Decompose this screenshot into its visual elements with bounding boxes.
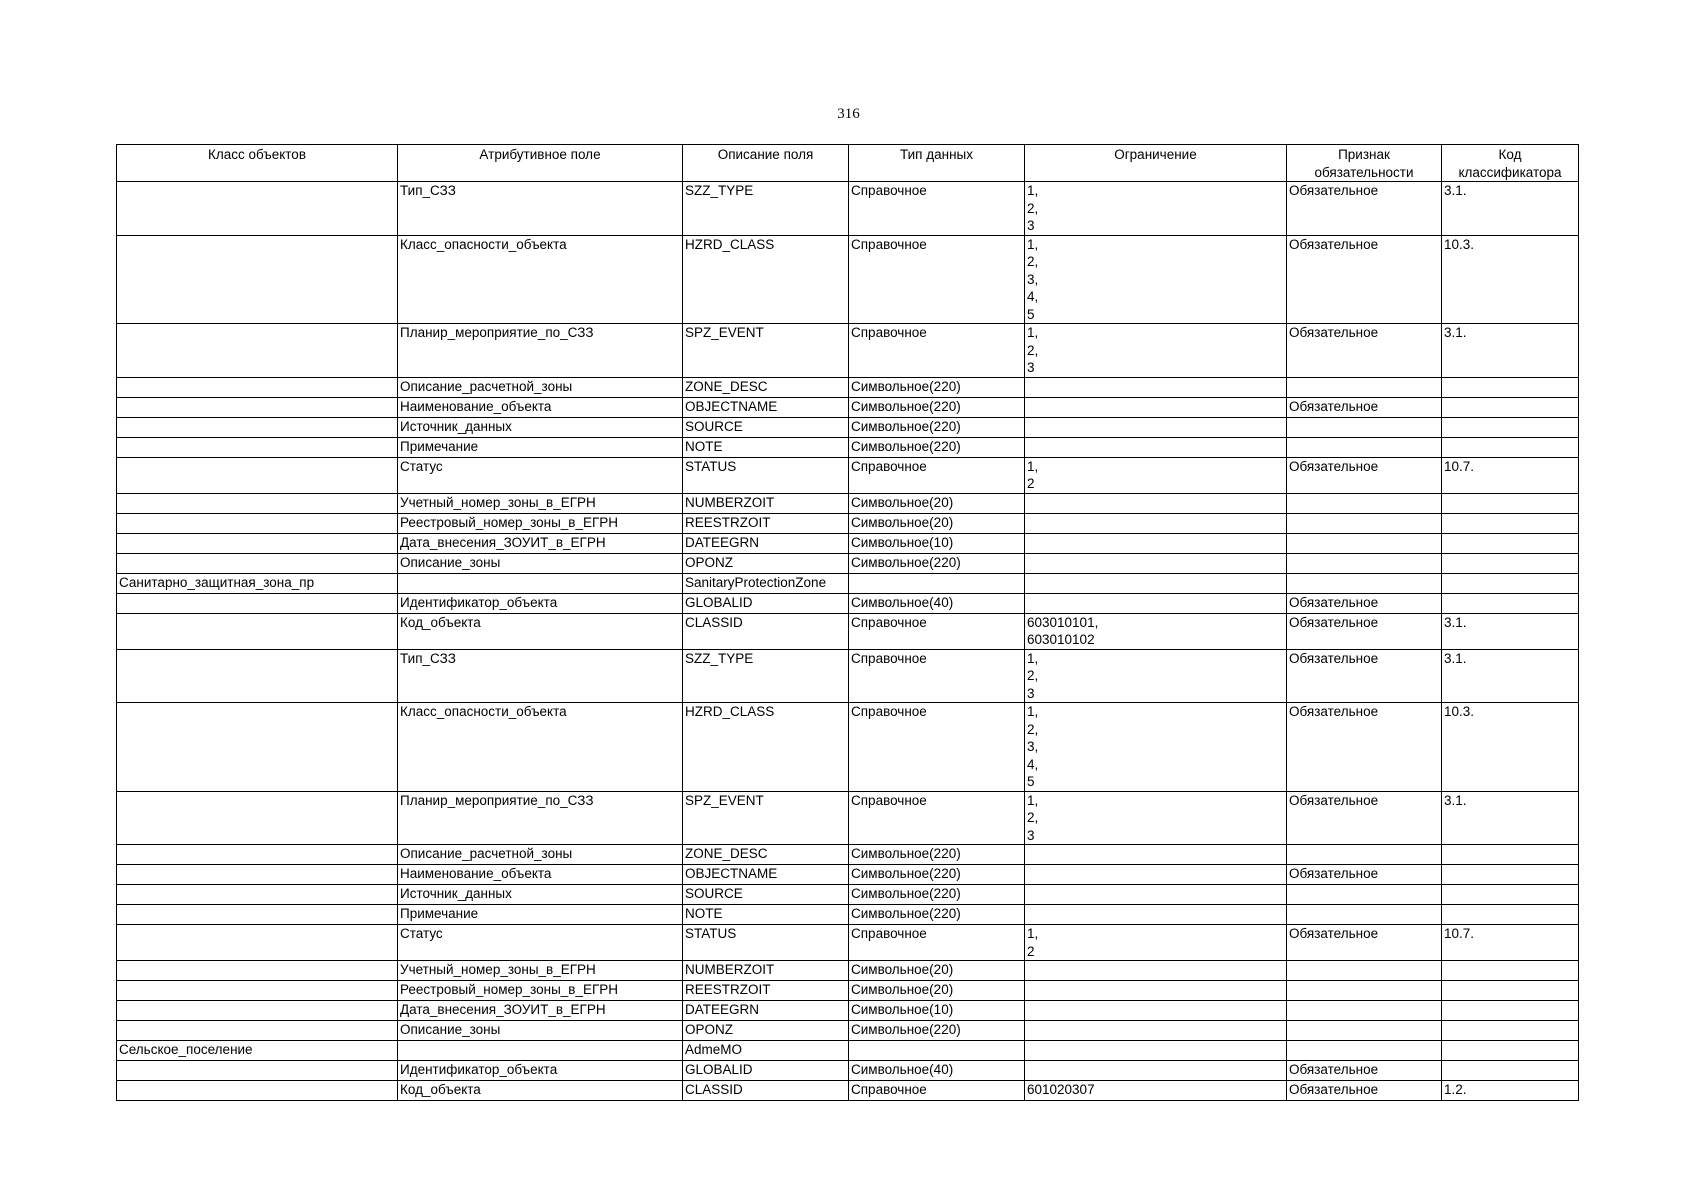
attribute-field-cell: Реестровый_номер_зоны_в_ЕГРН (398, 981, 683, 1001)
field-description-cell: NOTE (683, 437, 849, 457)
data-type-cell: Справочное (849, 324, 1025, 378)
classifier-code-cell (1442, 1061, 1579, 1081)
table-row (117, 791, 1579, 845)
field-description-cell: SZZ_TYPE (683, 182, 849, 236)
mandatory-flag-cell: Обязательное (1287, 1061, 1442, 1081)
attribute-field-cell: Наименование_объекта (398, 397, 683, 417)
classifier-code-cell (1442, 981, 1579, 1001)
attribute-field-cell: Планир_мероприятие_по_СЗЗ (398, 791, 683, 845)
restriction-cell (1025, 845, 1287, 865)
mandatory-flag-cell (1287, 533, 1442, 553)
data-type-cell: Символьное(10) (849, 1001, 1025, 1021)
object-class-cell (117, 1021, 398, 1041)
page-number: 316 (837, 106, 860, 122)
restriction-cell (1025, 377, 1287, 397)
restriction-cell (1025, 1041, 1287, 1061)
restriction-cell (1025, 397, 1287, 417)
attribute-field-cell: Источник_данных (398, 417, 683, 437)
data-type-cell: Справочное (849, 182, 1025, 236)
mandatory-flag-cell (1287, 493, 1442, 513)
field-description-cell: STATUS (683, 457, 849, 493)
restriction-cell (1025, 961, 1287, 981)
classifier-code-cell (1442, 553, 1579, 573)
mandatory-flag-cell (1287, 905, 1442, 925)
attribute-field-cell: Реестровый_номер_зоны_в_ЕГРН (398, 513, 683, 533)
data-type-cell: Символьное(220) (849, 377, 1025, 397)
table-row (117, 1041, 1579, 1061)
classifier-code-cell: 10.3. (1442, 703, 1579, 792)
restriction-cell: 1, 2, 3 (1025, 649, 1287, 703)
attribute-field-cell: Класс_опасности_объекта (398, 703, 683, 792)
table-row (117, 649, 1579, 703)
mandatory-flag-cell (1287, 845, 1442, 865)
field-description-cell: AdmeMO (683, 1041, 849, 1061)
mandatory-flag-cell (1287, 377, 1442, 397)
mandatory-flag-cell: Обязательное (1287, 613, 1442, 649)
table-row (117, 573, 1579, 593)
data-type-cell: Символьное(20) (849, 981, 1025, 1001)
object-class-cell (117, 981, 398, 1001)
restriction-cell (1025, 905, 1287, 925)
data-type-cell: Символьное(20) (849, 513, 1025, 533)
mandatory-flag-cell: Обязательное (1287, 324, 1442, 378)
field-description-cell: DATEEGRN (683, 533, 849, 553)
object-class-cell (117, 437, 398, 457)
table-row (117, 613, 1579, 649)
object-class-cell (117, 457, 398, 493)
mandatory-flag-cell (1287, 417, 1442, 437)
mandatory-flag-cell: Обязательное (1287, 457, 1442, 493)
restriction-cell: 1, 2, 3, 4, 5 (1025, 235, 1287, 324)
field-description-cell: REESTRZOIT (683, 513, 849, 533)
mandatory-flag-cell (1287, 553, 1442, 573)
data-type-cell: Символьное(10) (849, 533, 1025, 553)
classifier-code-cell (1442, 513, 1579, 533)
field-description-cell: NUMBERZOIT (683, 961, 849, 981)
restriction-cell (1025, 1021, 1287, 1041)
object-class-cell (117, 613, 398, 649)
table-row (117, 1081, 1579, 1101)
data-type-cell: Справочное (849, 235, 1025, 324)
restriction-cell (1025, 1001, 1287, 1021)
table-row (117, 513, 1579, 533)
data-type-cell: Символьное(220) (849, 417, 1025, 437)
data-type-cell: Справочное (849, 1081, 1025, 1101)
object-class-cell (117, 553, 398, 573)
header-attribute-field: Атрибутивное поле (398, 145, 683, 182)
restriction-cell: 1, 2, 3, 4, 5 (1025, 703, 1287, 792)
data-type-cell: Символьное(220) (849, 845, 1025, 865)
table-row (117, 1001, 1579, 1021)
object-class-cell (117, 397, 398, 417)
object-class-cell (117, 593, 398, 613)
attribute-field-cell: Класс_опасности_объекта (398, 235, 683, 324)
field-description-cell: CLASSID (683, 613, 849, 649)
classifier-code-cell (1442, 573, 1579, 593)
table-row (117, 1061, 1579, 1081)
classifier-code-cell (1442, 397, 1579, 417)
attribute-field-cell (398, 573, 683, 593)
mandatory-flag-cell (1287, 1001, 1442, 1021)
table-row (117, 235, 1579, 324)
mandatory-flag-cell (1287, 1041, 1442, 1061)
restriction-cell: 1, 2 (1025, 925, 1287, 961)
attribute-field-cell (398, 1041, 683, 1061)
table-row (117, 1021, 1579, 1041)
attribute-field-cell: Идентификатор_объекта (398, 1061, 683, 1081)
mandatory-flag-cell (1287, 513, 1442, 533)
classifier-code-cell (1442, 1001, 1579, 1021)
attribute-field-cell: Код_объекта (398, 613, 683, 649)
field-description-cell: SZZ_TYPE (683, 649, 849, 703)
data-type-cell: Символьное(220) (849, 553, 1025, 573)
field-description-cell: SOURCE (683, 417, 849, 437)
classifier-code-cell (1442, 1021, 1579, 1041)
table-row (117, 533, 1579, 553)
field-description-cell: HZRD_CLASS (683, 235, 849, 324)
field-description-cell: GLOBALID (683, 1061, 849, 1081)
data-type-cell: Символьное(40) (849, 1061, 1025, 1081)
table-row (117, 553, 1579, 573)
header-mandatory-flag: Признак обязательности (1287, 145, 1442, 182)
classifier-code-cell: 1.2. (1442, 1081, 1579, 1101)
mandatory-flag-cell (1287, 437, 1442, 457)
classifier-code-cell (1442, 885, 1579, 905)
object-class-cell (117, 885, 398, 905)
data-type-cell: Справочное (849, 457, 1025, 493)
header-object-class: Класс объектов (117, 145, 398, 182)
attribute-field-cell: Идентификатор_объекта (398, 593, 683, 613)
field-description-cell: DATEEGRN (683, 1001, 849, 1021)
restriction-cell: 1, 2, 3 (1025, 791, 1287, 845)
attribute-field-cell: Описание_расчетной_зоны (398, 377, 683, 397)
restriction-cell (1025, 417, 1287, 437)
table-row (117, 961, 1579, 981)
mandatory-flag-cell: Обязательное (1287, 182, 1442, 236)
object-class-cell (117, 865, 398, 885)
object-class-cell (117, 961, 398, 981)
header-field-description: Описание поля (683, 145, 849, 182)
mandatory-flag-cell (1287, 885, 1442, 905)
attribute-field-cell: Примечание (398, 905, 683, 925)
classifier-code-cell (1442, 905, 1579, 925)
classifier-code-cell (1442, 593, 1579, 613)
field-description-cell: NOTE (683, 905, 849, 925)
field-description-cell: SanitaryProtectionZone (683, 573, 849, 593)
data-type-cell: Символьное(220) (849, 397, 1025, 417)
classifier-code-cell: 3.1. (1442, 613, 1579, 649)
table-row (117, 493, 1579, 513)
table-row (117, 377, 1579, 397)
table-row (117, 457, 1579, 493)
mandatory-flag-cell: Обязательное (1287, 791, 1442, 845)
object-class-cell (117, 513, 398, 533)
attribute-field-cell: Дата_внесения_ЗОУИТ_в_ЕГРН (398, 533, 683, 553)
field-description-cell: OBJECTNAME (683, 865, 849, 885)
attribute-field-cell: Статус (398, 457, 683, 493)
mandatory-flag-cell: Обязательное (1287, 1081, 1442, 1101)
object-class-cell (117, 925, 398, 961)
classifier-code-cell (1442, 437, 1579, 457)
attribute-field-cell: Дата_внесения_ЗОУИТ_в_ЕГРН (398, 1001, 683, 1021)
mandatory-flag-cell (1287, 573, 1442, 593)
mandatory-flag-cell: Обязательное (1287, 703, 1442, 792)
field-description-cell: OPONZ (683, 1021, 849, 1041)
field-description-cell: NUMBERZOIT (683, 493, 849, 513)
object-class-cell (117, 533, 398, 553)
data-type-cell (849, 573, 1025, 593)
data-type-cell: Справочное (849, 703, 1025, 792)
table-row (117, 324, 1579, 378)
attribute-field-cell: Описание_расчетной_зоны (398, 845, 683, 865)
attribute-field-cell: Наименование_объекта (398, 865, 683, 885)
table-row (117, 182, 1579, 236)
restriction-cell: 603010101, 603010102 (1025, 613, 1287, 649)
restriction-cell: 1, 2 (1025, 457, 1287, 493)
restriction-cell (1025, 437, 1287, 457)
attribute-field-cell: Статус (398, 925, 683, 961)
restriction-cell (1025, 573, 1287, 593)
classifier-code-cell: 3.1. (1442, 324, 1579, 378)
table-row (117, 593, 1579, 613)
header-data-type: Тип данных (849, 145, 1025, 182)
object-class-cell (117, 649, 398, 703)
object-class-cell: Санитарно_защитная_зона_пр (117, 573, 398, 593)
table-row (117, 397, 1579, 417)
object-class-cell (117, 845, 398, 865)
object-class-cell (117, 905, 398, 925)
mandatory-flag-cell: Обязательное (1287, 397, 1442, 417)
restriction-cell (1025, 865, 1287, 885)
field-description-cell: SPZ_EVENT (683, 324, 849, 378)
object-class-cell (117, 1001, 398, 1021)
restriction-cell (1025, 981, 1287, 1001)
object-class-cell (117, 791, 398, 845)
classifier-code-cell (1442, 493, 1579, 513)
field-description-cell: GLOBALID (683, 593, 849, 613)
table-row (117, 437, 1579, 457)
object-class-cell (117, 377, 398, 397)
header-restriction: Ограничение (1025, 145, 1287, 182)
header-classifier-code: Код классификатора (1442, 145, 1579, 182)
attribute-field-cell: Источник_данных (398, 885, 683, 905)
mandatory-flag-cell: Обязательное (1287, 925, 1442, 961)
restriction-cell (1025, 533, 1287, 553)
data-type-cell: Символьное(220) (849, 885, 1025, 905)
object-class-cell (117, 703, 398, 792)
table-body (117, 182, 1579, 1101)
field-description-cell: HZRD_CLASS (683, 703, 849, 792)
classifier-code-cell: 3.1. (1442, 649, 1579, 703)
field-description-cell: ZONE_DESC (683, 845, 849, 865)
object-class-cell (117, 182, 398, 236)
mandatory-flag-cell: Обязательное (1287, 649, 1442, 703)
mandatory-flag-cell (1287, 981, 1442, 1001)
restriction-cell (1025, 1061, 1287, 1081)
object-class-cell (117, 493, 398, 513)
table-row (117, 865, 1579, 885)
data-type-cell: Справочное (849, 613, 1025, 649)
classifier-code-cell: 10.7. (1442, 457, 1579, 493)
data-type-cell: Символьное(20) (849, 961, 1025, 981)
attribute-field-cell: Тип_СЗЗ (398, 649, 683, 703)
classifier-code-cell: 10.7. (1442, 925, 1579, 961)
restriction-cell: 601020307 (1025, 1081, 1287, 1101)
field-description-cell: OPONZ (683, 553, 849, 573)
attribute-field-cell: Код_объекта (398, 1081, 683, 1101)
data-type-cell: Символьное(220) (849, 1021, 1025, 1041)
classifier-code-cell (1442, 845, 1579, 865)
attribute-field-cell: Планир_мероприятие_по_СЗЗ (398, 324, 683, 378)
mandatory-flag-cell: Обязательное (1287, 235, 1442, 324)
data-type-cell: Символьное(20) (849, 493, 1025, 513)
table-row (117, 905, 1579, 925)
classifier-code-cell: 3.1. (1442, 182, 1579, 236)
object-class-cell (117, 1061, 398, 1081)
data-type-cell: Справочное (849, 649, 1025, 703)
field-description-cell: SPZ_EVENT (683, 791, 849, 845)
classifier-code-cell: 3.1. (1442, 791, 1579, 845)
table-header-row (117, 145, 1579, 182)
restriction-cell (1025, 493, 1287, 513)
classifier-code-cell: 10.3. (1442, 235, 1579, 324)
field-description-cell: ZONE_DESC (683, 377, 849, 397)
restriction-cell: 1, 2, 3 (1025, 324, 1287, 378)
attribute-field-cell: Учетный_номер_зоны_в_ЕГРН (398, 961, 683, 981)
restriction-cell (1025, 513, 1287, 533)
data-type-cell: Символьное(220) (849, 905, 1025, 925)
classifier-code-cell (1442, 377, 1579, 397)
data-type-cell: Символьное(220) (849, 437, 1025, 457)
restriction-cell: 1, 2, 3 (1025, 182, 1287, 236)
classifier-code-cell (1442, 1041, 1579, 1061)
object-class-cell: Сельское_поселение (117, 1041, 398, 1061)
table-row (117, 845, 1579, 865)
table-row (117, 885, 1579, 905)
attribute-field-cell: Учетный_номер_зоны_в_ЕГРН (398, 493, 683, 513)
field-description-cell: OBJECTNAME (683, 397, 849, 417)
data-type-cell: Справочное (849, 791, 1025, 845)
attribute-field-cell: Описание_зоны (398, 1021, 683, 1041)
mandatory-flag-cell: Обязательное (1287, 593, 1442, 613)
field-description-cell: REESTRZOIT (683, 981, 849, 1001)
table-row (117, 981, 1579, 1001)
table-row (117, 703, 1579, 792)
classifier-code-cell (1442, 865, 1579, 885)
object-class-cell (117, 1081, 398, 1101)
data-type-cell: Справочное (849, 925, 1025, 961)
object-class-cell (117, 235, 398, 324)
mandatory-flag-cell (1287, 961, 1442, 981)
attribute-spec-table (116, 144, 1579, 1101)
attribute-field-cell: Примечание (398, 437, 683, 457)
restriction-cell (1025, 885, 1287, 905)
data-type-cell (849, 1041, 1025, 1061)
mandatory-flag-cell (1287, 1021, 1442, 1041)
field-description-cell: SOURCE (683, 885, 849, 905)
restriction-cell (1025, 593, 1287, 613)
object-class-cell (117, 324, 398, 378)
classifier-code-cell (1442, 533, 1579, 553)
attribute-field-cell: Тип_СЗЗ (398, 182, 683, 236)
mandatory-flag-cell: Обязательное (1287, 865, 1442, 885)
data-type-cell: Символьное(220) (849, 865, 1025, 885)
classifier-code-cell (1442, 417, 1579, 437)
restriction-cell (1025, 553, 1287, 573)
classifier-code-cell (1442, 961, 1579, 981)
table-row (117, 925, 1579, 961)
data-type-cell: Символьное(40) (849, 593, 1025, 613)
table-row (117, 417, 1579, 437)
field-description-cell: STATUS (683, 925, 849, 961)
attribute-field-cell: Описание_зоны (398, 553, 683, 573)
field-description-cell: CLASSID (683, 1081, 849, 1101)
object-class-cell (117, 417, 398, 437)
